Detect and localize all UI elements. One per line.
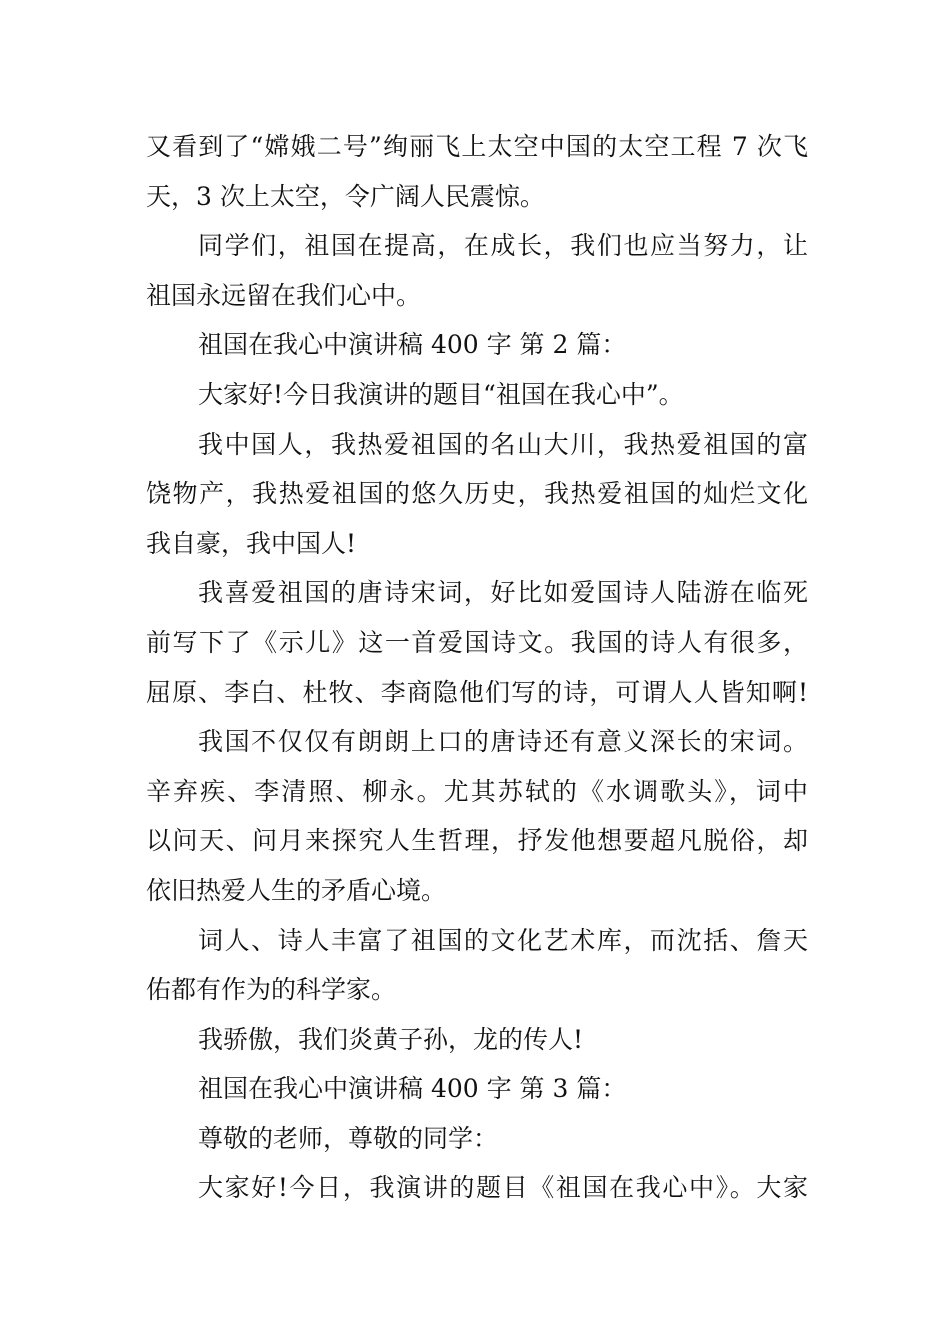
section-heading-3: 祖国在我心中演讲稿 400 字 第 3 篇： (198, 1074, 627, 1104)
text-line: 我自豪，我中国人! (146, 528, 357, 558)
text-line: 辛弃疾、李清照、柳永。尤其苏轼的《水调歌头》，词中 (146, 776, 808, 806)
text-line: 又看到了“嫦娥二号”绚丽飞上太空中国的太空工程 7 次飞 (146, 132, 808, 161)
text-line: 佑都有作为的科学家。 (146, 975, 397, 1005)
text-line: 前写下了《示儿》这一首爱国诗文。我国的诗人有很多， (146, 627, 808, 657)
text-line: 饶物产，我热爱祖国的悠久历史，我热爱祖国的灿烂文化 (146, 479, 808, 509)
section-heading-2: 祖国在我心中演讲稿 400 字 第 2 篇： (198, 330, 627, 360)
paragraph-start-line: 尊敬的老师，尊敬的同学： (198, 1123, 499, 1153)
document-body (146, 122, 808, 1213)
paragraph-start-line: 同学们，祖国在提高，在成长，我们也应当努力，让 (198, 231, 808, 261)
text-line: 天，3 次上太空，令广阔人民震惊。 (146, 181, 545, 211)
text-line: 以问天、问月来探究人生哲理，抒发他想要超凡脱俗，却 (146, 826, 808, 856)
paragraph-start-line: 大家好!今日，我演讲的题目《祖国在我心中》。大家 (198, 1173, 808, 1203)
paragraph-start-line: 我骄傲，我们炎黄子孙，龙的传人! (198, 1024, 584, 1054)
text-line: 祖国永远留在我们心中。 (146, 280, 422, 310)
paragraph-start-line: 我中国人，我热爱祖国的名山大川，我热爱祖国的富 (198, 429, 808, 459)
paragraph-start-line: 大家好!今日我演讲的题目“祖国在我心中”。 (198, 379, 684, 409)
paragraph-start-line: 我国不仅仅有朗朗上口的唐诗还有意义深长的宋词。 (198, 727, 808, 757)
paragraph-start-line: 词人、诗人丰富了祖国的文化艺术库，而沈括、詹天 (198, 925, 808, 955)
text-line: 依旧热爱人生的矛盾心境。 (146, 875, 447, 905)
text-line: 屈原、李白、杜牧、李商隐他们写的诗，可谓人人皆知啊! (146, 677, 808, 707)
paragraph-start-line: 我喜爱祖国的唐诗宋词，好比如爱国诗人陆游在临死 (198, 578, 808, 608)
